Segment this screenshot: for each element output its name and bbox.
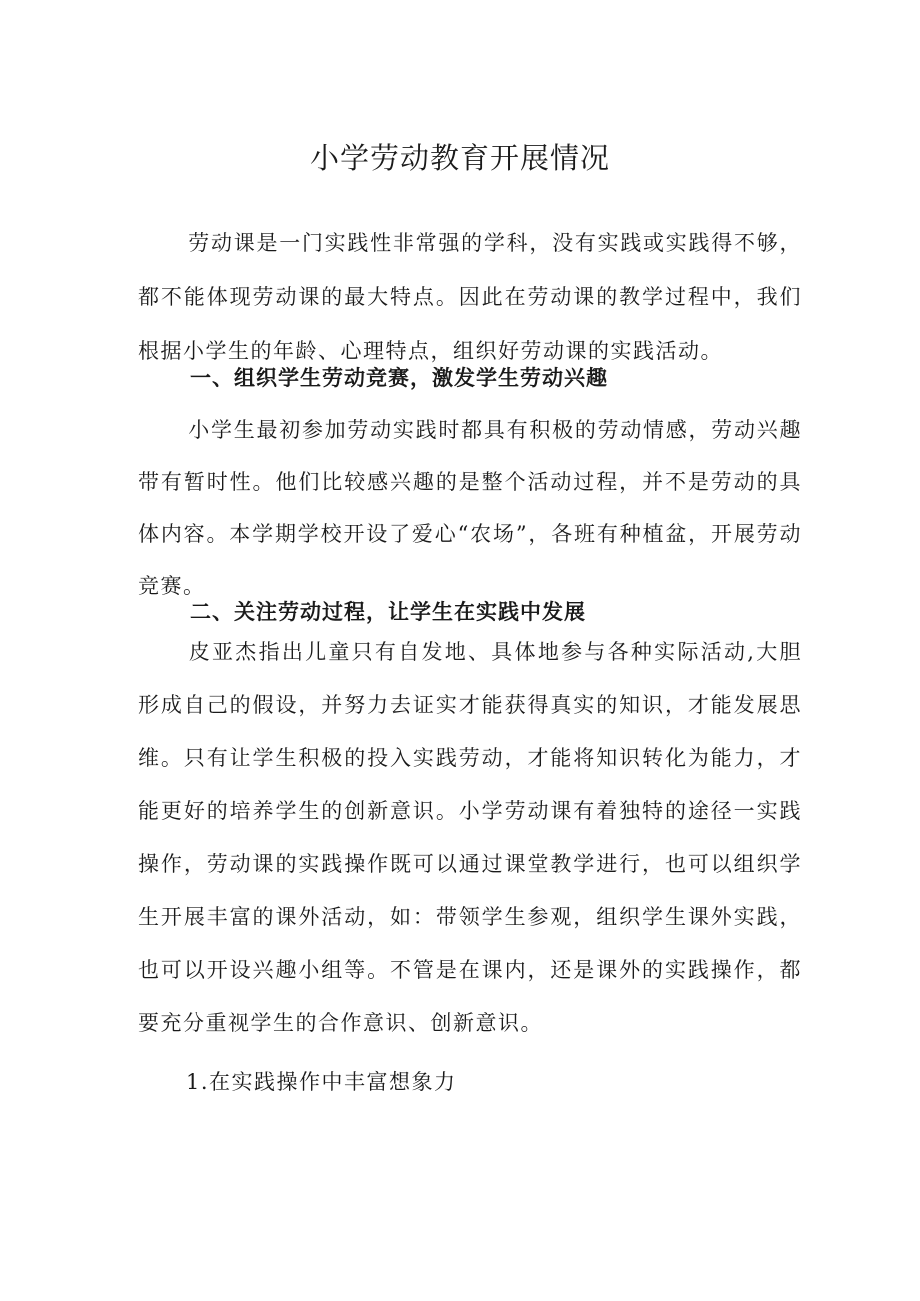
section-1-paragraph	[138, 404, 802, 612]
section-2-paragraph	[138, 626, 802, 1050]
intro-text: 劳动课是一门实践性非常强的学科，没有实践或实践得不够，都不能体现劳动课的最大特点。因此在劳动课的教学过程中，我们根据小学生的年龄、心理特点，组织好劳动课的实践活动。	[138, 231, 802, 363]
section-1-text: 小学生最初参加劳动实践时都具有积极的劳动情感，劳动兴趣带有暂时性。他们比较感兴趣的是整个活动过程，并不是劳动的具体内容。本学期学校开设了爱心“农场”，各班有种植盆，开展劳动竞赛。	[138, 418, 802, 598]
section-2-heading: 二、关注劳动过程，让学生在实践中发展	[190, 600, 586, 624]
subsection-1-heading: 1.在实践操作中丰富想象力	[186, 1070, 457, 1094]
intro-paragraph	[138, 216, 802, 378]
section-2-text: 皮亚杰指出儿童只有自发地、具体地参与各种实际活动,大胆形成自己的假设，并努力去证实才能获得真实的知识，才能发展思维。只有让学生积极的投入实践劳动，才能将知识转化为能力，才能更好的培养学生的创新意识。小学劳动课有着独特的途径一实践操作，劳动课的实践操作既可以通过课堂教学进行，也可以组织学生开展丰富的课外活动，如：带领学生参观，组织学生课外实践，也可以开设兴趣小组等。不管是在课内，还是课外的实践操作，都要充分重视学生的合作意识、创新意识。	[138, 640, 802, 1035]
section-1-heading: 一、组织学生劳动竞赛，激发学生劳动兴趣	[190, 366, 608, 390]
document-title: 小学劳动教育开展情况	[309, 141, 610, 175]
